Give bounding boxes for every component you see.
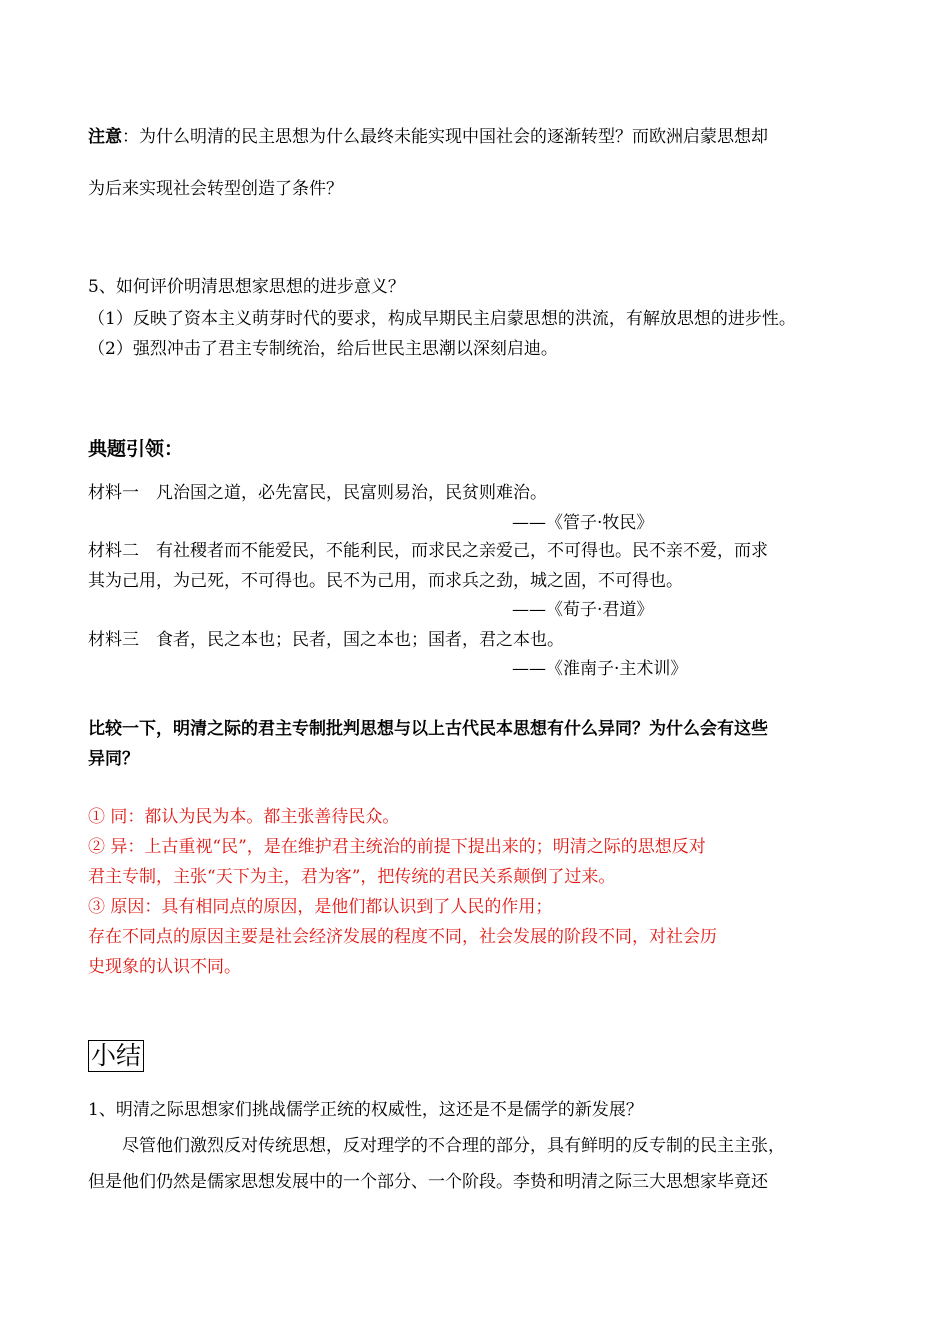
material-1: 材料一 凡治国之道，必先富民，民富则易治，民贫则难治。 <box>88 483 547 503</box>
material-2-source: ——《荀子·君道》 <box>512 600 654 620</box>
answer-diff-line-2: 君主专制，主张“天下为主，君为客”，把传统的君民关系颠倒了过来。 <box>88 867 616 887</box>
answer-diff-line-1: ② 异：上古重视“民”，是在维护君主统治的前提下提出来的；明清之际的思想反对 <box>88 837 706 857</box>
summary-heading: 小结 <box>88 1040 144 1072</box>
material-2-line-2: 其为己用，为己死，不可得也。民不为己用，而求兵之劲，城之固，不可得也。 <box>88 571 683 591</box>
compare-question-line-2: 异同？ <box>88 749 139 769</box>
note-line-2: 为后来实现社会转型创造了条件？ <box>88 179 343 199</box>
answer-same: ① 同：都认为民为本。都主张善待民众。 <box>88 807 400 827</box>
material-2-line-1: 材料二 有社稷者而不能爱民，不能利民，而求民之亲爱己，不可得也。民不亲不爱，而求 <box>88 541 768 561</box>
typical-heading: 典题引领： <box>88 438 184 460</box>
note-line-1 <box>88 126 768 148</box>
note-text-1: ：为什么明清的民主思想为什么最终未能实现中国社会的逐渐转型？而欧洲启蒙思想却 <box>122 127 768 147</box>
material-1-source: ——《管子·牧民》 <box>512 513 654 533</box>
material-3-source: ——《淮南子·主术训》 <box>512 659 688 679</box>
summary-paragraph-line-2: 但是他们仍然是儒家思想发展中的一个部分、一个阶段。李贽和明清之际三大思想家毕竟还 <box>88 1172 768 1192</box>
answer-reason-line-1: ③ 原因：具有相同点的原因，是他们都认识到了人民的作用； <box>88 897 553 917</box>
q5-title: 5、如何评价明清思想家思想的进步意义？ <box>88 277 405 297</box>
note-label: 注意 <box>88 127 122 147</box>
summary-question-1: 1、明清之际思想家们挑战儒学正统的权威性，这还是不是儒学的新发展？ <box>88 1100 643 1120</box>
answer-reason-line-3: 史现象的认识不同。 <box>88 957 241 977</box>
material-3: 材料三 食者，民之本也；民者，国之本也；国者，君之本也。 <box>88 630 564 650</box>
answer-reason-line-2: 存在不同点的原因主要是社会经济发展的程度不同，社会发展的阶段不同，对社会历 <box>88 927 717 947</box>
compare-question-line-1: 比较一下，明清之际的君主专制批判思想与以上古代民本思想有什么异同？为什么会有这些 <box>88 719 768 739</box>
q5-answer-2: （2）强烈冲击了君主专制统治，给后世民主思潮以深刻启迪。 <box>88 339 558 359</box>
summary-paragraph-line-1: 尽管他们激烈反对传统思想，反对理学的不合理的部分，具有鲜明的反专制的民主主张， <box>122 1136 785 1156</box>
q5-answer-1: （1）反映了资本主义萌芽时代的要求，构成早期民主启蒙思想的洪流，有解放思想的进步性。 <box>88 309 796 329</box>
